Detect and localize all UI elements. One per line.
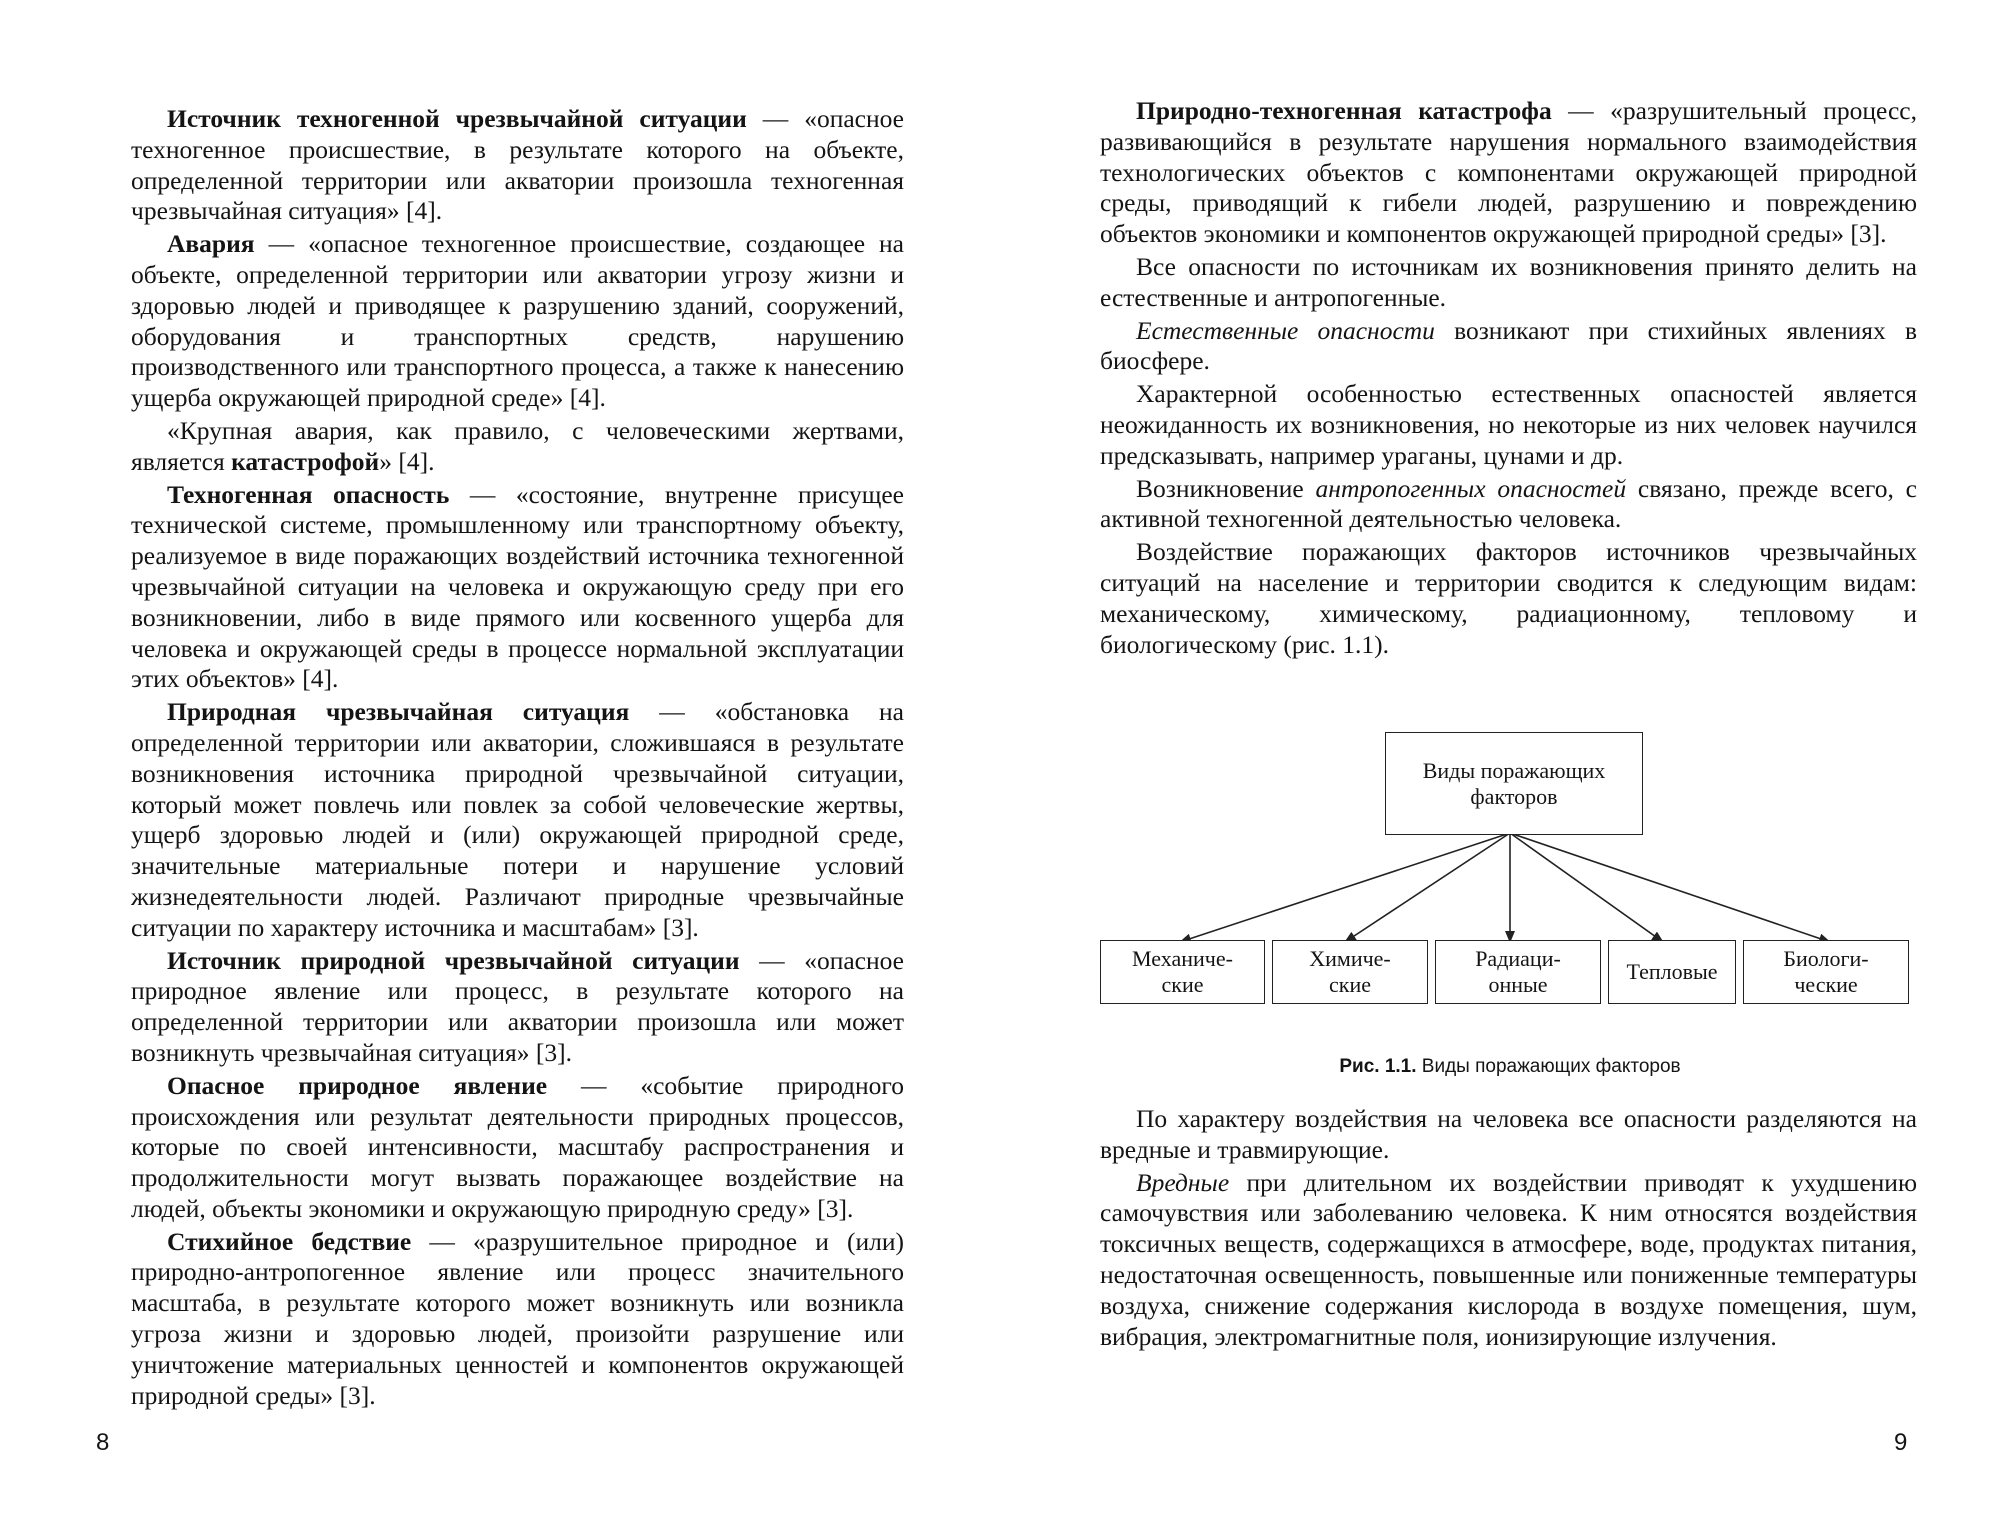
definition: — «разрушительное природное и (или) природно-антропогенное явление или процесс значительного масштаба, в результате которого может возникнуть или возникла угроза жизни и здоровью людей, произойти разрушение или уничтожение материальных ценностей и компонентов окружающей природной среды» [3]. xyxy=(131,1226,904,1410)
arrow-to-thermal xyxy=(1510,833,1663,942)
paragraph-natural-emergency-source xyxy=(131,946,904,1069)
box-label-line1: Механиче- xyxy=(1132,946,1233,971)
text: Воздействие поражающих факторов источников чрезвычайных ситуаций на население и территории сводится к следующим видам: механическому, химическому, радиационному, тепловому и биологическому (рис. 1.1). xyxy=(1100,537,1917,659)
term: Авария xyxy=(167,229,255,259)
term: катастрофой xyxy=(231,446,380,476)
caption-label: Рис. 1.1. xyxy=(1339,1056,1417,1077)
right-page xyxy=(1000,0,2000,1528)
damaging-factors-diagram xyxy=(1095,720,1925,1020)
text: Возникновение xyxy=(1136,473,1316,503)
definition: — «опасное техногенное происшествие, в результате которого на объекте, определенной территории или акватории произошла техногенная чрезвычайная ситуация» [4]. xyxy=(131,104,905,226)
term: Естественные опасности xyxy=(1136,315,1435,345)
paragraph-natural-emergency xyxy=(131,697,904,943)
term: Природно-техногенная катастрофа xyxy=(1136,96,1552,125)
paragraph-anthropogenic-hazards xyxy=(1100,474,1917,536)
paragraph-dangerous-natural-phenomenon xyxy=(131,1071,904,1225)
paragraph-natural-disaster xyxy=(131,1227,904,1412)
term: антропогенных опасностей xyxy=(1315,473,1627,503)
term: Вредные xyxy=(1136,1167,1230,1197)
term: Источник природной чрезвычайной ситуации xyxy=(167,945,740,975)
box-label-line2: ческие xyxy=(1794,972,1858,997)
caption-text: Виды поражающих факторов xyxy=(1416,1056,1681,1077)
page-number: 8 xyxy=(96,1429,110,1456)
box-label-line2: ские xyxy=(1161,972,1204,997)
text: при длительном их воздействии приводят к ухудшению самочувствия или заболеванию человека. К ним относятся воздействия токсичных веществ, содержащихся в атмосфере, воде, продуктах питания, недостаточная освещенность, повышенные или пониженные температуры воздуха, снижение содержания кислорода в воздухе помещения, шум, вибрация, электромагнитные поля, ионизирующие излучения. xyxy=(1100,1167,1917,1351)
text: » [4]. xyxy=(379,446,435,476)
figure-caption xyxy=(1090,1056,1930,1078)
left-page-text xyxy=(131,104,904,1413)
box-label-line2: ские xyxy=(1328,972,1371,997)
definition: — «событие природного происхождения или результат деятельности природных процессов, которые по своей интенсивности, масштабу распространения и продолжительности могут вызвать поражающее воздействие на людей, объекты экономики и окружающую природную среду» [3]. xyxy=(131,1070,904,1223)
text: По характеру воздействия на человека все опасности разделяются на вредные и травмирующие. xyxy=(1100,1104,1917,1164)
text: Характерной особенностью естественных опасностей является неожиданность их возникновения, но некоторые из них человек научился предсказывать, например ураганы, цунами и др. xyxy=(1100,379,1917,470)
definition: — «обстановка на определенной территории или акватории, сложившаяся в результате возникновения источника природной чрезвычайной ситуации, который может повлечь или повлек за собой человеческие жертвы, ущерб здоровью людей и (или) окружающей природной среде, значительные материальные потери и нарушение условий жизнедеятельности людей. Различают природные чрезвычайные ситуации по характеру источника и масштабам» [3]. xyxy=(131,697,904,942)
paragraph-man-made-emergency-source xyxy=(131,104,904,227)
box-label-line1: Химиче- xyxy=(1309,946,1391,971)
arrow-to-biological xyxy=(1510,833,1830,942)
text: связано, прежде всего, с активной техногенной деятельностью человека. xyxy=(1100,473,1917,534)
text: возникают при стихийных явлениях в биосфере. xyxy=(1100,315,1917,376)
paragraph-harmful-and-traumatic xyxy=(1100,1104,1917,1166)
term: Источник техногенной чрезвычайной ситуации xyxy=(167,104,747,133)
term: Стихийное бедствие xyxy=(167,1226,412,1256)
box-label-line1: Тепловые xyxy=(1626,959,1718,984)
box-label-line1: Радиаци- xyxy=(1475,946,1561,971)
text: Все опасности по источникам их возникновения принято делить на естественные и антропогенные. xyxy=(1100,251,1917,312)
arrow-to-chemical xyxy=(1345,833,1510,942)
definition: — «состояние, внутренне присущее технической системе, промышленному или транспортному объекту, реализуемое в виде поражающих воздействий источника техногенной чрезвычайной ситуации на человека и окружающую среду при его возникновении, либо в виде прямого или косвенного ущерба для человека и окружающей среды в процессе нормальной эксплуатации этих объектов» [4]. xyxy=(131,479,904,694)
term: Природная чрезвычайная ситуация xyxy=(167,697,630,727)
paragraph-man-made-hazard xyxy=(131,480,904,696)
diagram-box-chemical xyxy=(1272,940,1428,1004)
definition: — «разрушительный процесс, развивающийся в результате нарушения нормального взаимодействия технологических объектов с компонентами окружающей природной среды, приводящий к гибели людей, разрушению и повреждению объектов экономики и компонентов окружающей природной среды» [3]. xyxy=(1100,96,1917,249)
definition: — «опасное техногенное происшествие, создающее на объекте, определенной территории или акватории угрозу жизни и здоровью людей и приводящее к разрушению зданий, сооружений, оборудования и транспортных средств, нарушению производственного или транспортного процесса, а также к нанесению ущерба окружающей природной среде» [4]. xyxy=(131,229,904,413)
term: Опасное природное явление xyxy=(167,1070,548,1100)
right-page-lower-text xyxy=(1100,1104,1917,1354)
paragraph-natural-hazards xyxy=(1100,316,1917,378)
diagram-box-mechanical xyxy=(1100,940,1265,1004)
arrow-to-mechanical xyxy=(1180,833,1510,942)
right-page-upper-text xyxy=(1100,96,1917,662)
paragraph-natural-technogenic-catastrophe xyxy=(1100,96,1917,250)
root-label-line1: Виды поражающих xyxy=(1422,757,1606,783)
diagram-root-box xyxy=(1385,732,1643,835)
box-label-line2: онные xyxy=(1488,972,1548,997)
paragraph-hazard-division xyxy=(1100,252,1917,314)
text: «Крупная авария, как правило, с человеческими жертвами, является xyxy=(131,415,904,476)
diagram-box-radiation xyxy=(1435,940,1601,1004)
paragraph-harmful xyxy=(1100,1168,1917,1353)
diagram-box-thermal xyxy=(1608,940,1736,1004)
paragraph-major-accident xyxy=(131,416,904,478)
paragraph-unexpectedness xyxy=(1100,379,1917,471)
term: Техногенная опасность xyxy=(167,479,450,509)
definition: — «опасное природное явление или процесс, в результате которого на определенной территории или акватории произошла или может возникнуть чрезвычайная ситуация» [3]. xyxy=(131,945,904,1067)
page-number: 9 xyxy=(1894,1429,1908,1456)
paragraph-accident xyxy=(131,229,904,414)
paragraph-damaging-factors xyxy=(1100,537,1917,660)
root-label-line2: факторов xyxy=(1470,783,1558,809)
box-label-line1: Биологи- xyxy=(1783,946,1869,971)
diagram-box-biological xyxy=(1743,940,1909,1004)
